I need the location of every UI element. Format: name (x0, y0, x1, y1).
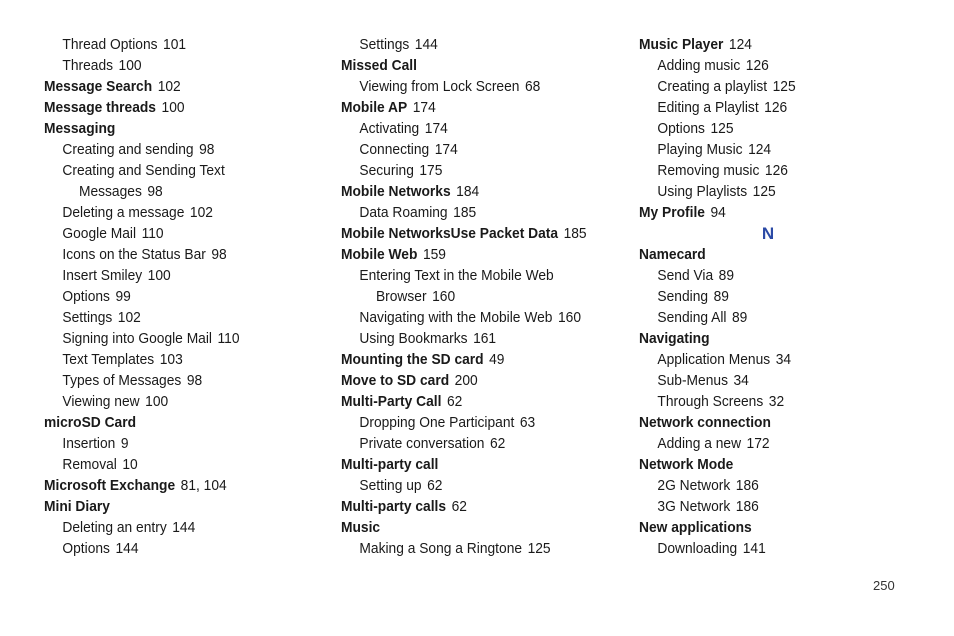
entry-page-ref[interactable]: 124 (748, 141, 772, 158)
index-entry (44, 412, 240, 433)
entry-page-ref[interactable]: 160 (432, 288, 456, 305)
index-subentry (639, 265, 876, 286)
entry-term: microSD Card (44, 414, 137, 431)
entry-term: Text Templates (62, 351, 155, 368)
entry-page-ref[interactable]: 125 (752, 183, 776, 200)
index-subentry (341, 412, 587, 433)
entry-term: Insert Smiley (62, 267, 143, 284)
index-entry (639, 244, 876, 265)
entry-term: Mobile AP (341, 99, 408, 116)
entry-page-ref[interactable]: 102 (189, 204, 213, 221)
index-entry (341, 496, 587, 517)
entry-page-ref[interactable]: 124 (728, 36, 752, 53)
index-column-3 (639, 34, 897, 559)
entry-page-ref[interactable]: 110 (217, 330, 240, 347)
entry-page-ref[interactable]: 49 (489, 351, 505, 368)
page-number: 250 (873, 578, 895, 593)
index-entry (341, 370, 587, 391)
entry-term: Dropping One Participant (359, 414, 515, 431)
index-entry (341, 55, 587, 76)
entry-page-ref[interactable]: 62 (451, 498, 467, 515)
index-subentry (44, 391, 240, 412)
index-subentry (341, 139, 587, 160)
entry-page-ref[interactable]: 185 (453, 204, 477, 221)
entry-term: Mobile NetworksUse Packet Data (341, 225, 559, 242)
entry-term: Network connection (639, 414, 771, 431)
entry-term: Network Mode (639, 456, 734, 473)
index-subentry (44, 349, 240, 370)
index-subentry (44, 307, 240, 328)
entry-term: Data Roaming (359, 204, 448, 221)
index-entry (639, 328, 876, 349)
entry-page-ref[interactable]: 34 (733, 372, 749, 389)
index-entry (341, 244, 587, 265)
index-entry (44, 97, 240, 118)
entry-page-ref[interactable]: 32 (768, 393, 785, 410)
entry-page-ref[interactable]: 174 (412, 99, 436, 116)
entry-page-ref[interactable]: 62 (446, 393, 463, 410)
index-subentry (639, 307, 876, 328)
entry-term: Messaging (44, 120, 116, 137)
entry-term: Multi-party call (341, 456, 439, 473)
entry-term: Browser (375, 288, 427, 305)
entry-term: Settings (62, 309, 113, 326)
entry-term: Deleting a message (62, 204, 185, 221)
entry-term: Adding a new (657, 435, 742, 452)
entry-page-ref[interactable]: 98 (211, 246, 227, 263)
entry-term: Using Bookmarks (359, 330, 468, 347)
index-entry (639, 517, 876, 538)
index-subentry (639, 370, 876, 391)
index-subentry (639, 139, 876, 160)
entry-page-ref[interactable]: 9 (120, 435, 129, 452)
entry-term: 2G Network (657, 477, 731, 494)
entry-term: Mini Diary (44, 498, 110, 515)
entry-page-ref[interactable]: 100 (145, 393, 169, 410)
entry-term: Settings (359, 36, 410, 53)
entry-term: Removing music (657, 162, 760, 179)
entry-page-ref[interactable]: 98 (199, 141, 215, 158)
entry-page-ref[interactable]: 175 (419, 162, 443, 179)
index-subentry (44, 454, 240, 475)
entry-term: Thread Options (62, 36, 158, 53)
index-entry (639, 34, 876, 55)
entry-page-ref[interactable]: 125 (710, 120, 734, 137)
entry-page-ref[interactable]: 89 (718, 267, 735, 284)
index-entry (639, 454, 876, 475)
index-subentry (639, 118, 876, 139)
index-subentry (44, 160, 240, 181)
entry-term: Entering Text in the Mobile Web (359, 267, 554, 284)
index-column-2 (341, 34, 608, 559)
entry-term: Adding music (657, 57, 741, 74)
entry-page-ref[interactable]: 34 (775, 351, 792, 368)
index-subentry (44, 517, 240, 538)
entry-term: Messages (78, 183, 142, 200)
entry-term: Removal (62, 456, 117, 473)
entry-page-ref[interactable]: 110 (141, 225, 164, 242)
index-entry (341, 517, 587, 538)
entry-page-ref[interactable]: 99 (115, 288, 131, 305)
index-subentry (44, 55, 240, 76)
entry-page-ref[interactable]: 98 (147, 183, 163, 200)
entry-page-ref[interactable]: 144 (115, 540, 139, 557)
index-subentry (341, 202, 587, 223)
entry-page-ref[interactable]: 184 (456, 183, 480, 200)
index-subentry (44, 34, 240, 55)
entry-term: Connecting (359, 141, 430, 158)
index-subentry (639, 538, 876, 559)
entry-page-ref[interactable]: 144 (172, 519, 196, 536)
entry-term: Sending (657, 288, 709, 305)
index-subentry (44, 139, 240, 160)
entry-term: Viewing from Lock Screen (359, 78, 520, 95)
entry-page-ref[interactable]: 159 (422, 246, 446, 263)
entry-term: Message Search (44, 78, 153, 95)
entry-page-ref[interactable]: 63 (519, 414, 536, 431)
entry-page-ref[interactable]: 94 (710, 204, 726, 221)
index-subentry (639, 286, 876, 307)
entry-page-ref[interactable]: 174 (434, 141, 458, 158)
index-subentry (44, 202, 240, 223)
entry-page-ref[interactable]: 81, 104 (180, 477, 227, 494)
entry-page-ref[interactable]: 101 (163, 36, 187, 53)
entry-page-ref[interactable]: 141 (742, 540, 766, 557)
entry-term: Move to SD card (341, 372, 450, 389)
entry-page-ref[interactable]: 174 (424, 120, 448, 137)
entry-term: Mobile Web (341, 246, 418, 263)
entry-term: 3G Network (657, 498, 731, 515)
entry-page-ref[interactable]: 89 (713, 288, 729, 305)
entry-term: Icons on the Status Bar (62, 246, 206, 263)
entry-page-ref[interactable]: 62 (427, 477, 443, 494)
entry-page-ref[interactable]: 125 (527, 540, 551, 557)
entry-term: Send Via (657, 267, 714, 284)
index-entry (639, 202, 876, 223)
index-subentry (341, 538, 587, 559)
index-entry (341, 391, 587, 412)
index-entry (44, 496, 240, 517)
entry-term: Application Menus (657, 351, 771, 368)
index-subentry (44, 370, 240, 391)
entry-term: Multi-party calls (341, 498, 447, 515)
entry-term: Private conversation (359, 435, 485, 452)
index-subentry (639, 97, 876, 118)
entry-term: Viewing new (62, 393, 140, 410)
index-entry (341, 349, 587, 370)
index-entry (639, 412, 876, 433)
entry-term: Sub-Menus (657, 372, 728, 389)
entry-page-ref[interactable]: 186 (735, 477, 759, 494)
index-subentry (44, 265, 240, 286)
index-subentry (341, 265, 587, 286)
entry-page-ref[interactable]: 161 (473, 330, 497, 347)
entry-term: Google Mail (62, 225, 137, 242)
entry-term: Options (62, 540, 110, 557)
entry-term: Navigating (639, 330, 710, 347)
entry-page-ref[interactable]: 98 (186, 372, 203, 389)
index-subentry (639, 349, 876, 370)
entry-term: Sending All (657, 309, 727, 326)
entry-page-ref[interactable]: 185 (563, 225, 587, 242)
index-subentry (44, 433, 240, 454)
index-entry (341, 181, 587, 202)
entry-term: Signing into Google Mail (62, 330, 213, 347)
entry-term: Creating and sending (62, 141, 194, 158)
entry-term: Playing Music (657, 141, 743, 158)
entry-term: Insertion (62, 435, 116, 452)
entry-term: Mobile Networks (341, 183, 451, 200)
index-entry (341, 223, 587, 244)
section-letter: N (761, 224, 775, 243)
index-subentry (341, 160, 587, 181)
index-entry (341, 97, 587, 118)
entry-term: Options (62, 288, 110, 305)
entry-term: Message threads (44, 99, 156, 116)
index-subentry (639, 76, 876, 97)
entry-term: Creating a playlist (657, 78, 768, 95)
entry-term: Activating (359, 120, 420, 137)
index-subentry (44, 328, 240, 349)
entry-page-ref[interactable]: 172 (746, 435, 770, 452)
index-subentry (44, 223, 240, 244)
index-subentry (639, 496, 876, 517)
entry-term: Making a Song a Ringtone (359, 540, 523, 557)
entry-term: Types of Messages (62, 372, 182, 389)
entry-term: Deleting an entry (62, 519, 167, 536)
index-subentry (639, 433, 876, 454)
entry-term: Options (657, 120, 705, 137)
entry-term: My Profile (639, 204, 705, 221)
entry-page-ref[interactable]: 10 (122, 456, 138, 473)
index-entry (341, 454, 587, 475)
index-subentry (341, 118, 587, 139)
index-subentry (639, 160, 876, 181)
entry-page-ref[interactable]: 102 (157, 78, 181, 95)
entry-term: Navigating with the Mobile Web (359, 309, 553, 326)
entry-page-ref[interactable]: 200 (454, 372, 478, 389)
entry-page-ref[interactable]: 160 (557, 309, 582, 326)
index-entry (44, 76, 240, 97)
entry-term: Music (341, 519, 381, 536)
index-subentry (341, 328, 587, 349)
index-subentry (44, 244, 240, 265)
index-subentry (639, 181, 876, 202)
index-subentry (44, 538, 240, 559)
entry-page-ref[interactable]: 126 (764, 99, 788, 116)
index-subentry (44, 286, 240, 307)
entry-term: Threads (62, 57, 114, 74)
entry-page-ref[interactable]: 186 (735, 498, 759, 515)
entry-term: Through Screens (657, 393, 764, 410)
index-subentry (341, 307, 587, 328)
entry-page-ref[interactable]: 125 (772, 78, 796, 95)
entry-page-ref[interactable]: 100 (118, 57, 142, 74)
entry-term: Microsoft Exchange (44, 477, 176, 494)
index-subentry (639, 391, 876, 412)
index-entry (44, 475, 240, 496)
index-subentry (341, 433, 587, 454)
entry-page-ref[interactable]: 126 (745, 57, 769, 74)
entry-page-ref[interactable]: 102 (117, 309, 141, 326)
entry-page-ref[interactable]: 126 (764, 162, 788, 179)
index-subentry (341, 34, 587, 55)
entry-term: Missed Call (341, 57, 417, 74)
entry-page-ref[interactable]: 100 (147, 267, 171, 284)
entry-term: Creating and Sending Text (62, 162, 225, 179)
index-entry (44, 118, 240, 139)
entry-term: Music Player (639, 36, 724, 53)
index-subentry (341, 76, 587, 97)
entry-page-ref[interactable]: 144 (414, 36, 438, 53)
entry-term: Multi-Party Call (341, 393, 442, 410)
index-subentry (639, 55, 876, 76)
index-subentry (44, 181, 240, 202)
index-column-1 (44, 34, 257, 559)
entry-term: Mounting the SD card (341, 351, 484, 368)
entry-page-ref[interactable]: 103 (159, 351, 183, 368)
entry-term: Using Playlists (657, 183, 748, 200)
entry-page-ref[interactable]: 68 (524, 78, 541, 95)
entry-term: Setting up (359, 477, 422, 494)
entry-page-ref[interactable]: 89 (731, 309, 748, 326)
entry-term: Securing (359, 162, 414, 179)
entry-page-ref[interactable]: 100 (161, 99, 185, 116)
entry-term: Namecard (639, 246, 706, 263)
entry-page-ref[interactable]: 62 (489, 435, 506, 452)
index-subentry (341, 475, 587, 496)
index-subentry (341, 286, 587, 307)
entry-term: Editing a Playlist (657, 99, 759, 116)
entry-term: New applications (639, 519, 752, 536)
entry-term: Downloading (657, 540, 738, 557)
index-subentry (639, 475, 876, 496)
